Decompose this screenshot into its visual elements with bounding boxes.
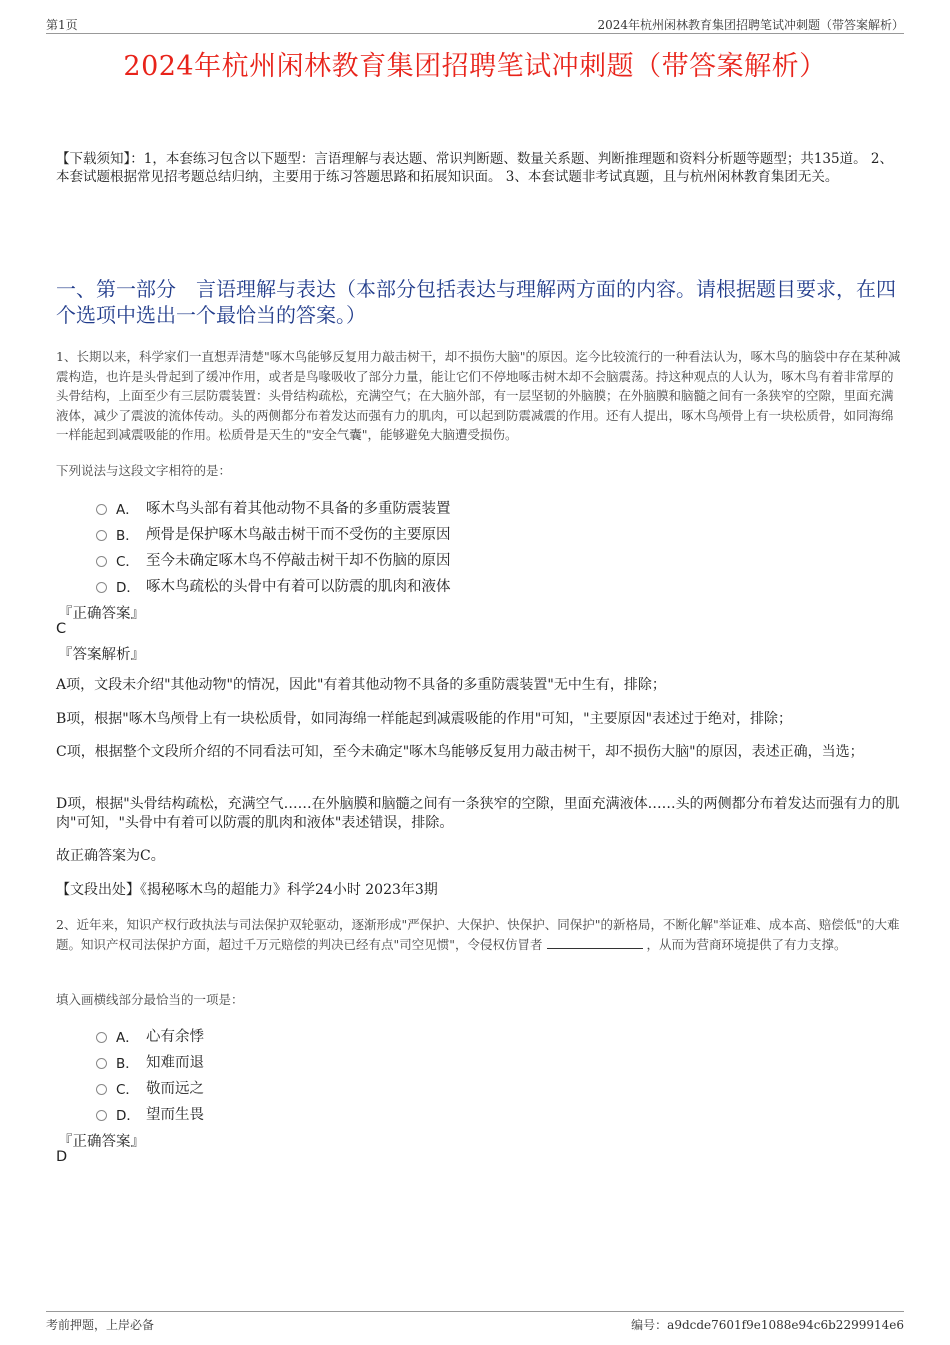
- section-heading: 一、第一部分 言语理解与表达（本部分包括表达与理解两方面的内容。请根据题目要求，在四个选项中选出一个最恰当的答案。）: [56, 277, 896, 327]
- question-2-text-after: ，从而为营商环境提供了有力支撑。: [646, 936, 847, 952]
- analysis-item-a: A项，文段未介绍"其他动物"的情况，因此"有着其他动物不具备的多重防震装置"无中生有，排除；: [56, 677, 666, 693]
- correct-answer-value: D: [56, 1149, 68, 1165]
- fill-in-blank: [547, 936, 643, 949]
- page-number: 第1页: [46, 18, 78, 32]
- header-doc-title: 2024年杭州闲林教育集团招聘笔试冲刺题（带答案解析）: [597, 18, 904, 32]
- question-1-text: 1、长期以来，科学家们一直想弄清楚"啄木鸟能够反复用力敲击树干，却不损伤大脑"的原因。迄今比较流行的一种看法认为，啄木鸟的脑袋中存在某种减震构造，也许是头骨起到了缓冲作用，或者是鸟喙吸收了部分力量，能让它们不停地啄击树木却不会脑震荡。持这种观点的人认为，啄木鸟有着非常厚的头骨结构，上面至少有三层防震装置：头骨结构疏松，充满空气；在大脑外部，有一层坚韧的外脑膜；在外脑膜和脑髓之间有一条狭窄的空隙，里面充满液体，减少了震波的流体传动。头的两侧都分布着发达而强有力的肌肉，可以起到防震减震的作用。还有人提出，啄木鸟颅骨上有一块松质骨，如同海绵一样能起到减震吸能的作用。松质骨是天生的"安全气囊"，能够避免大脑遭受损伤。: [56, 349, 901, 442]
- option-letter: D．: [116, 1107, 140, 1124]
- analysis-item-c: C项，根据整个文段所介绍的不同看法可知，至今未确定"啄木鸟能够反复用力敲击树干，却不损伤大脑"的原因，表述正确，当选；: [56, 744, 864, 760]
- analysis-conclusion: 故正确答案为C。: [56, 848, 165, 864]
- radio-icon[interactable]: [96, 1032, 107, 1043]
- radio-icon[interactable]: [96, 504, 107, 515]
- question-2-text-before: 2、近年来，知识产权行政执法与司法保护双轮驱动，逐渐形成"严保护、大保护、快保护、同保护"的新格局，不断化解"举证难、成本高、赔偿低"的大难题。知识产权司法保护方面，超过千万元赔偿的判决已经有点"司空见惯"，令侵权仿冒者: [56, 917, 900, 952]
- option-letter: B．: [116, 527, 139, 544]
- option-letter: A．: [116, 1029, 139, 1046]
- option-text: 至今未确定啄木鸟不停敲击树干却不伤脑的原因: [146, 553, 451, 569]
- radio-icon[interactable]: [96, 1058, 107, 1069]
- option-letter: A．: [116, 501, 139, 518]
- question-2-text: [56, 915, 902, 954]
- option-text: 啄木鸟疏松的头骨中有着可以防震的肌肉和液体: [146, 579, 451, 595]
- correct-answer-value: C: [56, 621, 67, 637]
- analysis-item-d: D项，根据"头骨结构疏松，充满空气……在外脑膜和脑髓之间有一条狭窄的空隙，里面充满液体……头的两侧都分布着发达而强有力的肌肉"可知，"头骨中有着可以防震的肌肉和液体"表述错误，排除。: [56, 796, 900, 831]
- question-2-prompt: 填入画横线部分最恰当的一项是：: [56, 992, 244, 1007]
- header-divider: [46, 33, 904, 34]
- question-1-prompt: 下列说法与这段文字相符的是：: [56, 463, 232, 478]
- question-1-option-d[interactable]: [96, 575, 451, 596]
- option-text: 啄木鸟头部有着其他动物不具备的多重防震装置: [146, 501, 451, 517]
- footer-divider: [46, 1311, 904, 1312]
- option-letter: C．: [116, 553, 139, 570]
- radio-icon[interactable]: [96, 530, 107, 541]
- option-text: 望而生畏: [146, 1107, 204, 1123]
- analysis-label: 『答案解析』: [58, 647, 145, 663]
- question-2-option-d[interactable]: [96, 1103, 204, 1124]
- option-letter: B．: [116, 1055, 139, 1072]
- question-2-option-c[interactable]: [96, 1077, 204, 1098]
- source-citation: 【文段出处】《揭秘啄木鸟的超能力》科学24小时 2023年3期: [56, 882, 438, 898]
- correct-answer-label: 『正确答案』: [58, 1134, 145, 1150]
- question-2-option-b[interactable]: [96, 1051, 204, 1072]
- option-letter: D．: [116, 579, 140, 596]
- download-notice: 【下载须知】：1，本套练习包含以下题型：言语理解与表达题、常识判断题、数量关系题、判断推理题和资料分析题等题型；共135道。 2、本套试题根据常见招考题总结归纳，主要用于练习答题思路和拓展知识面。 3、本套试题非考试真题，且与杭州闲林教育集团无关。: [56, 151, 893, 185]
- question-1-option-a[interactable]: [96, 497, 451, 518]
- option-text: 知难而退: [146, 1055, 204, 1071]
- correct-answer-label: 『正确答案』: [58, 606, 145, 622]
- option-text: 心有余悸: [146, 1029, 204, 1045]
- radio-icon[interactable]: [96, 1110, 107, 1121]
- page-title: 2024年杭州闲林教育集团招聘笔试冲刺题（带答案解析）: [123, 51, 827, 82]
- question-1-option-b[interactable]: [96, 523, 451, 544]
- radio-icon[interactable]: [96, 1084, 107, 1095]
- question-1-option-c[interactable]: [96, 549, 451, 570]
- document-id: 编号：a9dcde7601f9e1088e94c6b2299914e6: [631, 1318, 904, 1332]
- analysis-item-b: B项，根据"啄木鸟颅骨上有一块松质骨，如同海绵一样能起到减震吸能的作用"可知，"主要原因"表述过于绝对，排除；: [56, 711, 793, 727]
- radio-icon[interactable]: [96, 582, 107, 593]
- option-letter: C．: [116, 1081, 139, 1098]
- footer-slogan: 考前押题，上岸必备: [46, 1318, 155, 1332]
- option-text: 敬而远之: [146, 1081, 204, 1097]
- option-text: 颅骨是保护啄木鸟敲击树干而不受伤的主要原因: [146, 527, 451, 543]
- question-2-option-a[interactable]: [96, 1025, 204, 1046]
- radio-icon[interactable]: [96, 556, 107, 567]
